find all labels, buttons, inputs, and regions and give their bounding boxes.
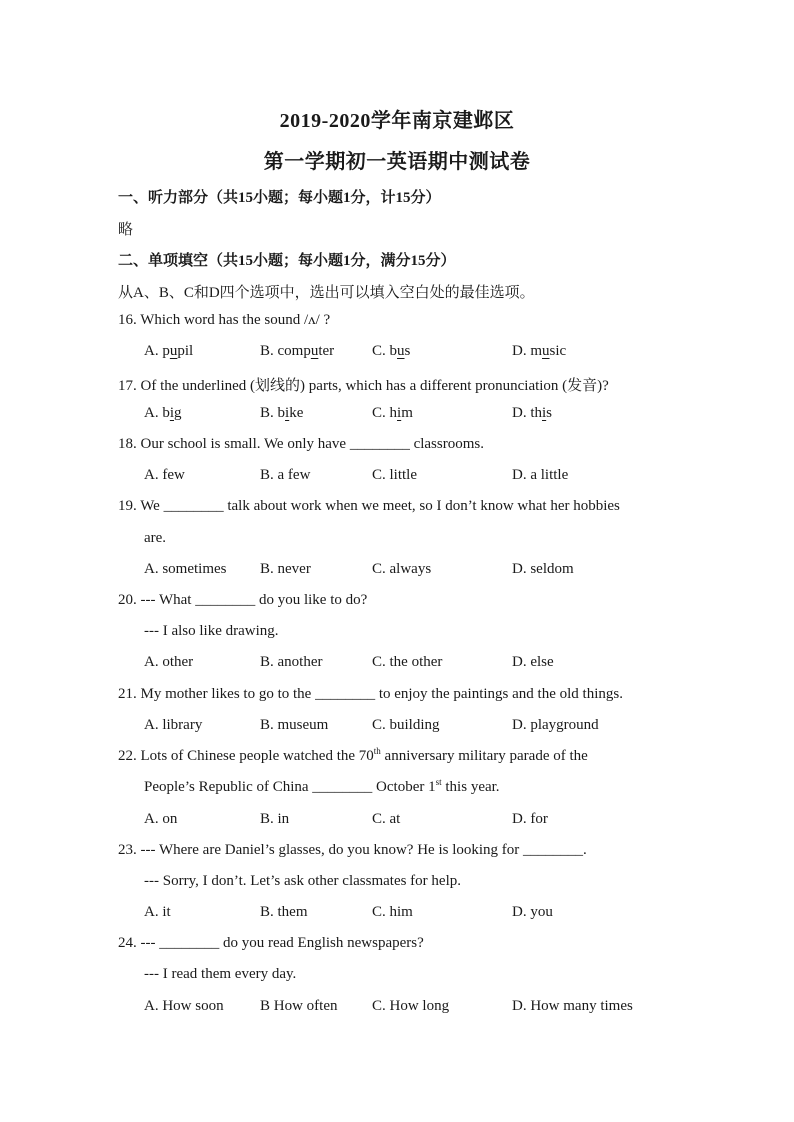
question-17-options	[0, 405, 794, 427]
underlined-letter: i	[169, 405, 175, 421]
underlined-letter: i	[542, 405, 547, 421]
question-23-options	[0, 904, 794, 926]
question-21-text: 21. My mother likes to go to the ________ to enjoy the paintings and the old things.	[118, 686, 623, 702]
section-listening-note: 略	[118, 222, 134, 238]
option-b: B. another	[260, 654, 323, 670]
question-18-text: 18. Our school is small. We only have ________ classrooms.	[118, 436, 484, 452]
option-d: D. How many times	[512, 998, 633, 1014]
option-b: B. a few	[260, 467, 311, 483]
option-a: A. How soon	[144, 998, 224, 1014]
question-18-options	[0, 467, 794, 489]
option-c: C. the other	[372, 654, 443, 670]
question-23-text: 23. --- Where are Daniel’s glasses, do you know? He is looking for ________.	[118, 842, 587, 858]
section-instruction: 从A、B、C和D四个选项中，选出可以填入空白处的最佳选项。	[118, 285, 535, 301]
option-a: A. big	[144, 405, 182, 421]
option-c: C. building	[372, 717, 440, 733]
superscript: st	[435, 777, 442, 787]
option-d: D. this	[512, 405, 553, 421]
section-single-choice-heading: 二、单项填空（共15小题；每小题1分，满分15分）	[118, 253, 456, 269]
question-22-continuation: People’s Republic of China ________ October 1st this year.	[144, 777, 500, 795]
option-b: B. bike	[260, 405, 304, 421]
underlined-letter: u	[169, 343, 178, 359]
question-22-options	[0, 811, 794, 833]
option-d: D. music	[512, 343, 567, 359]
superscript: th	[373, 746, 381, 756]
underlined-letter: i	[285, 405, 290, 421]
question-24-options	[0, 998, 794, 1020]
option-c: C. bus	[372, 343, 411, 359]
option-a: A. library	[144, 717, 203, 733]
option-a: A. on	[144, 811, 178, 827]
option-d: D. for	[512, 811, 548, 827]
option-c: C. always	[372, 561, 432, 577]
option-c: C. at	[372, 811, 401, 827]
option-b: B. museum	[260, 717, 329, 733]
section-listening-heading: 一、听力部分（共15小题；每小题1分，计15分）	[118, 190, 441, 206]
question-19-text: 19. We ________ talk about work when we meet, so I don’t know what her hobbies	[118, 498, 620, 514]
question-16-text: 16. Which word has the sound /ʌ/ ?	[118, 312, 331, 328]
question-23-continuation: --- Sorry, I don’t. Let’s ask other classmates for help.	[144, 873, 461, 889]
underlined-letter: i	[397, 405, 402, 421]
question-20-continuation: --- I also like drawing.	[144, 623, 279, 639]
question-19-continuation: are.	[144, 530, 167, 546]
question-17-text: 17. Of the underlined (划线的) parts, which has a different pronunciation (发音)?	[118, 378, 609, 394]
option-c: C. him	[372, 904, 413, 920]
underlined-letter: u	[310, 343, 319, 359]
option-d: D. seldom	[512, 561, 574, 577]
option-b: B How often	[260, 998, 338, 1014]
option-a: A. it	[144, 904, 171, 920]
option-b: B. them	[260, 904, 308, 920]
question-22-text: 22. Lots of Chinese people watched the 70th anniversary military parade of the	[118, 746, 588, 764]
option-c: C. him	[372, 405, 413, 421]
option-b: B. in	[260, 811, 290, 827]
question-20-options	[0, 654, 794, 676]
question-24-continuation: --- I read them every day.	[144, 966, 297, 982]
underlined-letter: u	[397, 343, 405, 359]
option-a: A. sometimes	[144, 561, 227, 577]
option-a: A. other	[144, 654, 194, 670]
option-a: A. few	[144, 467, 185, 483]
question-16-options	[0, 343, 794, 365]
question-19-options	[0, 561, 794, 583]
exam-title-line2: 第一学期初一英语期中测试卷	[263, 151, 531, 173]
option-c: C. little	[372, 467, 417, 483]
question-20-text: 20. --- What ________ do you like to do?	[118, 592, 368, 608]
underlined-letter: u	[542, 343, 550, 359]
option-d: D. else	[512, 654, 554, 670]
question-24-text: 24. --- ________ do you read English newspapers?	[118, 935, 424, 951]
option-d: D. a little	[512, 467, 569, 483]
question-21-options	[0, 717, 794, 739]
option-d: D. playground	[512, 717, 599, 733]
option-c: C. How long	[372, 998, 450, 1014]
option-a: A. pupil	[144, 343, 194, 359]
option-b: B. computer	[260, 343, 335, 359]
option-b: B. never	[260, 561, 311, 577]
option-d: D. you	[512, 904, 553, 920]
exam-title-line1: 2019-2020学年南京建邺区	[279, 110, 515, 132]
